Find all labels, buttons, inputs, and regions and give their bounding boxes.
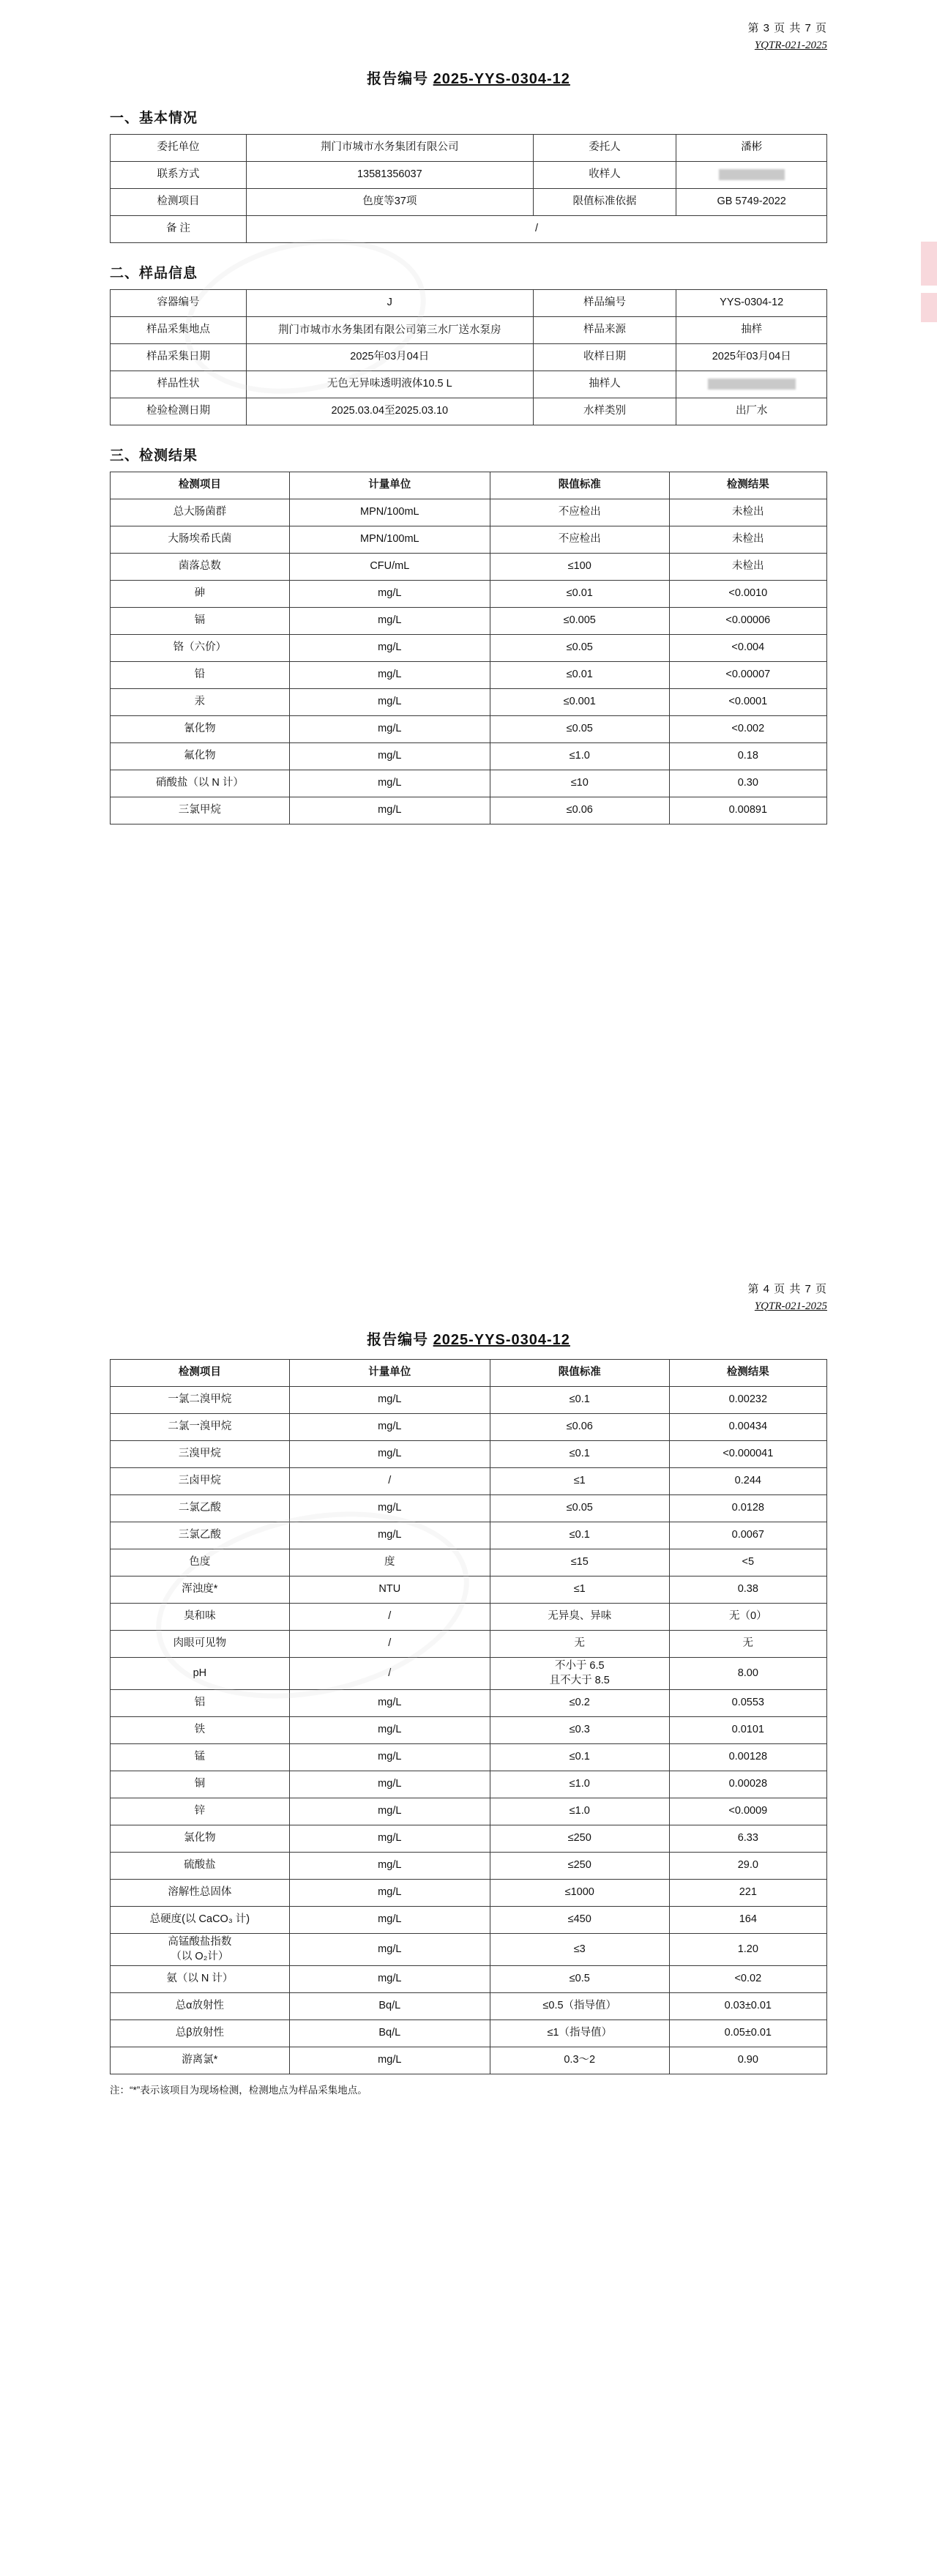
result-value: 0.0067 bbox=[669, 1522, 826, 1549]
result-unit: mg/L bbox=[289, 1441, 490, 1468]
result-item: 铜 bbox=[111, 1771, 290, 1798]
result-limit: ≤0.3 bbox=[490, 1717, 669, 1744]
table-row bbox=[111, 770, 827, 797]
result-value: <0.0009 bbox=[669, 1798, 826, 1825]
result-value: <0.00006 bbox=[669, 608, 826, 635]
table-row bbox=[111, 1993, 827, 2020]
result-value: 0.00891 bbox=[669, 797, 826, 824]
result-limit: ≤0.05 bbox=[490, 635, 669, 662]
result-limit: ≤15 bbox=[490, 1549, 669, 1577]
result-limit: ≤250 bbox=[490, 1853, 669, 1880]
result-limit: ≤0.1 bbox=[490, 1744, 669, 1771]
table-header-row bbox=[111, 1360, 827, 1387]
result-item: 总β放射性 bbox=[111, 2020, 290, 2047]
result-unit: / bbox=[289, 1468, 490, 1495]
result-limit: 0.3～2 bbox=[490, 2047, 669, 2074]
basic-value-0: 荆门市城市水务集团有限公司 bbox=[247, 135, 534, 162]
table-row bbox=[111, 1387, 827, 1414]
table-row bbox=[111, 344, 827, 371]
result-limit: ≤1000 bbox=[490, 1880, 669, 1907]
table-row bbox=[111, 554, 827, 581]
sample-value2-2: 2025年03月04日 bbox=[676, 344, 827, 371]
result-limit: ≤3 bbox=[490, 1934, 669, 1966]
result-unit: mg/L bbox=[289, 2047, 490, 2074]
result-value: <0.02 bbox=[669, 1966, 826, 1993]
result-item: 锰 bbox=[111, 1744, 290, 1771]
result-item: 镉 bbox=[111, 608, 290, 635]
result-item: 色度 bbox=[111, 1549, 290, 1577]
result-limit: ≤1.0 bbox=[490, 1798, 669, 1825]
result-item: 三溴甲烷 bbox=[111, 1441, 290, 1468]
result-value: 0.0101 bbox=[669, 1717, 826, 1744]
result-limit: ≤0.1 bbox=[490, 1522, 669, 1549]
col-header-unit: 计量单位 bbox=[289, 1360, 490, 1387]
result-value: 29.0 bbox=[669, 1853, 826, 1880]
table-row bbox=[111, 743, 827, 770]
result-unit: mg/L bbox=[289, 1966, 490, 1993]
table-row bbox=[111, 1549, 827, 1577]
result-value: 164 bbox=[669, 1907, 826, 1934]
table-row bbox=[111, 1631, 827, 1658]
table-row bbox=[111, 1825, 827, 1853]
table-row bbox=[111, 1495, 827, 1522]
result-unit: 度 bbox=[289, 1549, 490, 1577]
col-header-unit: 计量单位 bbox=[289, 472, 490, 499]
result-limit: ≤0.05 bbox=[490, 716, 669, 743]
basic-label-2: 检测项目 bbox=[111, 189, 247, 216]
result-limit: ≤0.001 bbox=[490, 689, 669, 716]
result-item: 溶解性总固体 bbox=[111, 1880, 290, 1907]
result-item: 二氯乙酸 bbox=[111, 1495, 290, 1522]
result-unit: mg/L bbox=[289, 1880, 490, 1907]
result-unit: / bbox=[289, 1658, 490, 1690]
table-row bbox=[111, 398, 827, 425]
result-value: 0.30 bbox=[669, 770, 826, 797]
result-unit: mg/L bbox=[289, 581, 490, 608]
table-row bbox=[111, 1522, 827, 1549]
result-unit: mg/L bbox=[289, 1522, 490, 1549]
table-row bbox=[111, 608, 827, 635]
result-unit: mg/L bbox=[289, 1825, 490, 1853]
page-number-text: 第 3 页 共 7 页 bbox=[747, 22, 827, 34]
result-item: 浑浊度* bbox=[111, 1577, 290, 1604]
result-limit: ≤0.01 bbox=[490, 581, 669, 608]
result-limit: ≤100 bbox=[490, 554, 669, 581]
result-unit: CFU/mL bbox=[289, 554, 490, 581]
result-value: 0.38 bbox=[669, 1577, 826, 1604]
result-unit: / bbox=[289, 1604, 490, 1631]
sample-info-table bbox=[110, 289, 827, 425]
result-item: 铁 bbox=[111, 1717, 290, 1744]
basic-label-3: 备 注 bbox=[111, 216, 247, 243]
table-row bbox=[111, 1577, 827, 1604]
col-header-limit: 限值标准 bbox=[490, 1360, 669, 1387]
result-limit: ≤0.1 bbox=[490, 1387, 669, 1414]
page-header bbox=[110, 21, 827, 53]
result-value: 0.03±0.01 bbox=[669, 1993, 826, 2020]
result-value: <0.0010 bbox=[669, 581, 826, 608]
result-value: 0.0553 bbox=[669, 1690, 826, 1717]
result-unit: mg/L bbox=[289, 1690, 490, 1717]
red-edge-mark-2 bbox=[921, 293, 937, 322]
result-value: 0.0128 bbox=[669, 1495, 826, 1522]
page-header-2 bbox=[110, 1281, 827, 1314]
sample-label-0: 容器编号 bbox=[111, 290, 247, 317]
table-row bbox=[111, 716, 827, 743]
result-unit: mg/L bbox=[289, 635, 490, 662]
result-unit: Bq/L bbox=[289, 2020, 490, 2047]
sample-value-1: 荆门市城市水务集团有限公司第三水厂送水泵房 bbox=[247, 317, 534, 344]
col-header-limit: 限值标准 bbox=[490, 472, 669, 499]
table-row bbox=[111, 290, 827, 317]
result-unit: mg/L bbox=[289, 1934, 490, 1966]
basic-value2-0: 潘彬 bbox=[676, 135, 827, 162]
result-unit: mg/L bbox=[289, 716, 490, 743]
result-value: 0.244 bbox=[669, 1468, 826, 1495]
table-row bbox=[111, 1744, 827, 1771]
sample-label2-4: 水样类别 bbox=[533, 398, 676, 425]
result-limit: ≤1（指导值） bbox=[490, 2020, 669, 2047]
table-row bbox=[111, 1907, 827, 1934]
col-header-result: 检测结果 bbox=[669, 1360, 826, 1387]
table-row bbox=[111, 1798, 827, 1825]
col-header-result: 检测结果 bbox=[669, 472, 826, 499]
result-limit: ≤250 bbox=[490, 1825, 669, 1853]
result-item: 锌 bbox=[111, 1798, 290, 1825]
sample-value2-0: YYS-0304-12 bbox=[676, 290, 827, 317]
table-row bbox=[111, 1604, 827, 1631]
result-limit: ≤0.06 bbox=[490, 797, 669, 824]
result-unit: mg/L bbox=[289, 1717, 490, 1744]
table-row bbox=[111, 499, 827, 526]
result-unit: mg/L bbox=[289, 797, 490, 824]
result-item: 氯化物 bbox=[111, 1825, 290, 1853]
result-unit: mg/L bbox=[289, 1907, 490, 1934]
table-row bbox=[111, 797, 827, 824]
table-row bbox=[111, 1934, 827, 1966]
result-item: 氰化物 bbox=[111, 716, 290, 743]
result-unit: mg/L bbox=[289, 770, 490, 797]
red-edge-mark-1 bbox=[921, 242, 937, 286]
basic-value2-2: GB 5749-2022 bbox=[676, 189, 827, 216]
basic-value2-1-redacted bbox=[676, 162, 827, 189]
report-page-1 bbox=[0, 0, 937, 1274]
result-item: 游离氯* bbox=[111, 2047, 290, 2074]
result-item: 氟化物 bbox=[111, 743, 290, 770]
result-value: <5 bbox=[669, 1549, 826, 1577]
page-number-text-2: 第 4 页 共 7 页 bbox=[747, 1283, 827, 1295]
result-value: <0.000041 bbox=[669, 1441, 826, 1468]
report-number-value: 2025-YYS-0304-12 bbox=[433, 71, 570, 87]
result-limit: ≤0.06 bbox=[490, 1414, 669, 1441]
basic-value-3: / bbox=[247, 216, 827, 243]
result-unit: NTU bbox=[289, 1577, 490, 1604]
result-limit: ≤10 bbox=[490, 770, 669, 797]
table-row bbox=[111, 189, 827, 216]
sample-value2-1: 抽样 bbox=[676, 317, 827, 344]
result-limit: ≤0.5 bbox=[490, 1966, 669, 1993]
result-item: 总硬度(以 CaCO₃ 计) bbox=[111, 1907, 290, 1934]
result-value: 未检出 bbox=[669, 554, 826, 581]
result-value: 0.90 bbox=[669, 2047, 826, 2074]
result-limit: ≤0.01 bbox=[490, 662, 669, 689]
result-item: 三氯乙酸 bbox=[111, 1522, 290, 1549]
result-value: 0.00028 bbox=[669, 1771, 826, 1798]
result-limit: ≤1 bbox=[490, 1577, 669, 1604]
result-unit: mg/L bbox=[289, 1798, 490, 1825]
table-row bbox=[111, 162, 827, 189]
result-value: 0.05±0.01 bbox=[669, 2020, 826, 2047]
table-row bbox=[111, 1414, 827, 1441]
result-unit: Bq/L bbox=[289, 1993, 490, 2020]
result-limit: ≤0.5（指导值） bbox=[490, 1993, 669, 2020]
table-row bbox=[111, 1880, 827, 1907]
result-value: 0.00128 bbox=[669, 1744, 826, 1771]
sample-label2-1: 样品来源 bbox=[533, 317, 676, 344]
result-item: 铬（六价） bbox=[111, 635, 290, 662]
result-value: <0.00007 bbox=[669, 662, 826, 689]
result-limit: 不小于 6.5 且不大于 8.5 bbox=[490, 1658, 669, 1690]
basic-label2-2: 限值标准依据 bbox=[533, 189, 676, 216]
table-row bbox=[111, 635, 827, 662]
result-item: 硫酸盐 bbox=[111, 1853, 290, 1880]
result-item: pH bbox=[111, 1658, 290, 1690]
table-header-row bbox=[111, 472, 827, 499]
result-limit: ≤0.05 bbox=[490, 1495, 669, 1522]
sample-value-4: 2025.03.04至2025.03.10 bbox=[247, 398, 534, 425]
section-title-sample: 二、样品信息 bbox=[110, 266, 198, 281]
report-number-label-2: 报告编号 bbox=[367, 1332, 429, 1348]
result-item: 二氯一溴甲烷 bbox=[111, 1414, 290, 1441]
result-unit: mg/L bbox=[289, 689, 490, 716]
result-item: 砷 bbox=[111, 581, 290, 608]
table-row bbox=[111, 1441, 827, 1468]
results-table-page1 bbox=[110, 472, 827, 824]
result-limit: ≤0.2 bbox=[490, 1690, 669, 1717]
basic-label-1: 联系方式 bbox=[111, 162, 247, 189]
result-unit: mg/L bbox=[289, 1387, 490, 1414]
result-item: 三氯甲烷 bbox=[111, 797, 290, 824]
result-item: 铝 bbox=[111, 1690, 290, 1717]
table-row bbox=[111, 581, 827, 608]
result-limit: 无异臭、异味 bbox=[490, 1604, 669, 1631]
sample-label-2: 样品采集日期 bbox=[111, 344, 247, 371]
result-value: 未检出 bbox=[669, 526, 826, 554]
form-code-text-2: YQTR-021-2025 bbox=[754, 1300, 827, 1312]
result-limit: ≤1 bbox=[490, 1468, 669, 1495]
table-row bbox=[111, 1690, 827, 1717]
sample-label-1: 样品采集地点 bbox=[111, 317, 247, 344]
result-item: 一氯二溴甲烷 bbox=[111, 1387, 290, 1414]
result-unit: mg/L bbox=[289, 1414, 490, 1441]
result-value: 0.18 bbox=[669, 743, 826, 770]
result-unit: mg/L bbox=[289, 1853, 490, 1880]
section-title-basic: 一、基本情况 bbox=[110, 111, 198, 126]
basic-info-table bbox=[110, 134, 827, 243]
sample-label-3: 样品性状 bbox=[111, 371, 247, 398]
result-item: 铅 bbox=[111, 662, 290, 689]
result-value: 无 bbox=[669, 1631, 826, 1658]
result-item: 硝酸盐（以 N 计） bbox=[111, 770, 290, 797]
basic-label2-1: 收样人 bbox=[533, 162, 676, 189]
table-row bbox=[111, 1717, 827, 1744]
basic-value-1: 13581356037 bbox=[247, 162, 534, 189]
result-item: 大肠埃希氏菌 bbox=[111, 526, 290, 554]
results-table-page2 bbox=[110, 1359, 827, 2074]
result-value: 0.00232 bbox=[669, 1387, 826, 1414]
report-number-line bbox=[110, 67, 827, 88]
sample-label2-2: 收样日期 bbox=[533, 344, 676, 371]
result-limit: ≤0.005 bbox=[490, 608, 669, 635]
result-value: 1.20 bbox=[669, 1934, 826, 1966]
result-limit: 不应检出 bbox=[490, 499, 669, 526]
section-title-results: 三、检测结果 bbox=[110, 448, 198, 464]
result-limit: ≤0.1 bbox=[490, 1441, 669, 1468]
basic-label2-0: 委托人 bbox=[533, 135, 676, 162]
col-header-item: 检测项目 bbox=[111, 1360, 290, 1387]
sample-value-2: 2025年03月04日 bbox=[247, 344, 534, 371]
result-value: 221 bbox=[669, 1880, 826, 1907]
result-item: 氨（以 N 计） bbox=[111, 1966, 290, 1993]
result-unit: mg/L bbox=[289, 608, 490, 635]
report-number-label: 报告编号 bbox=[367, 71, 429, 87]
col-header-item: 检测项目 bbox=[111, 472, 290, 499]
result-unit: mg/L bbox=[289, 1495, 490, 1522]
table-row bbox=[111, 2047, 827, 2074]
table-row bbox=[111, 1966, 827, 1993]
result-limit: 不应检出 bbox=[490, 526, 669, 554]
result-unit: MPN/100mL bbox=[289, 526, 490, 554]
table-row bbox=[111, 1771, 827, 1798]
sample-value-3: 无色无异味透明液体10.5 L bbox=[247, 371, 534, 398]
result-item: 三卤甲烷 bbox=[111, 1468, 290, 1495]
sample-value2-3-redacted bbox=[676, 371, 827, 398]
result-item: 肉眼可见物 bbox=[111, 1631, 290, 1658]
result-value: <0.004 bbox=[669, 635, 826, 662]
result-unit: mg/L bbox=[289, 1771, 490, 1798]
report-number-line-2 bbox=[110, 1328, 827, 1349]
result-unit: mg/L bbox=[289, 1744, 490, 1771]
result-value: 8.00 bbox=[669, 1658, 826, 1690]
sample-value2-4: 出厂水 bbox=[676, 398, 827, 425]
basic-value-2: 色度等37项 bbox=[247, 189, 534, 216]
form-code-text: YQTR-021-2025 bbox=[754, 39, 827, 51]
table-footnote: 注：“*”表示该项目为现场检测，检测地点为样品采集地点。 bbox=[110, 2085, 367, 2096]
result-value: <0.0001 bbox=[669, 689, 826, 716]
report-page-2 bbox=[0, 1274, 937, 2576]
result-item: 菌落总数 bbox=[111, 554, 290, 581]
table-row bbox=[111, 317, 827, 344]
result-value: 未检出 bbox=[669, 499, 826, 526]
result-unit: mg/L bbox=[289, 743, 490, 770]
table-row bbox=[111, 526, 827, 554]
result-value: 6.33 bbox=[669, 1825, 826, 1853]
result-item: 高锰酸盐指数 （以 O₂计） bbox=[111, 1934, 290, 1966]
basic-label-0: 委托单位 bbox=[111, 135, 247, 162]
result-item: 臭和味 bbox=[111, 1604, 290, 1631]
sample-label2-0: 样品编号 bbox=[533, 290, 676, 317]
result-unit: mg/L bbox=[289, 662, 490, 689]
result-unit: MPN/100mL bbox=[289, 499, 490, 526]
result-item: 总α放射性 bbox=[111, 1993, 290, 2020]
table-row bbox=[111, 1853, 827, 1880]
report-number-value-2: 2025-YYS-0304-12 bbox=[433, 1332, 570, 1348]
sample-label-4: 检验检测日期 bbox=[111, 398, 247, 425]
table-row bbox=[111, 689, 827, 716]
result-value: <0.002 bbox=[669, 716, 826, 743]
sample-label2-3: 抽样人 bbox=[533, 371, 676, 398]
result-limit: ≤1.0 bbox=[490, 1771, 669, 1798]
table-row bbox=[111, 662, 827, 689]
table-row bbox=[111, 2020, 827, 2047]
result-item: 总大肠菌群 bbox=[111, 499, 290, 526]
result-item: 汞 bbox=[111, 689, 290, 716]
result-limit: ≤450 bbox=[490, 1907, 669, 1934]
table-row bbox=[111, 371, 827, 398]
result-value: 0.00434 bbox=[669, 1414, 826, 1441]
result-value: 无（0） bbox=[669, 1604, 826, 1631]
table-row bbox=[111, 1658, 827, 1690]
table-row bbox=[111, 1468, 827, 1495]
sample-value-0: J bbox=[247, 290, 534, 317]
result-unit: / bbox=[289, 1631, 490, 1658]
table-row bbox=[111, 216, 827, 243]
table-row bbox=[111, 135, 827, 162]
result-limit: 无 bbox=[490, 1631, 669, 1658]
result-limit: ≤1.0 bbox=[490, 743, 669, 770]
